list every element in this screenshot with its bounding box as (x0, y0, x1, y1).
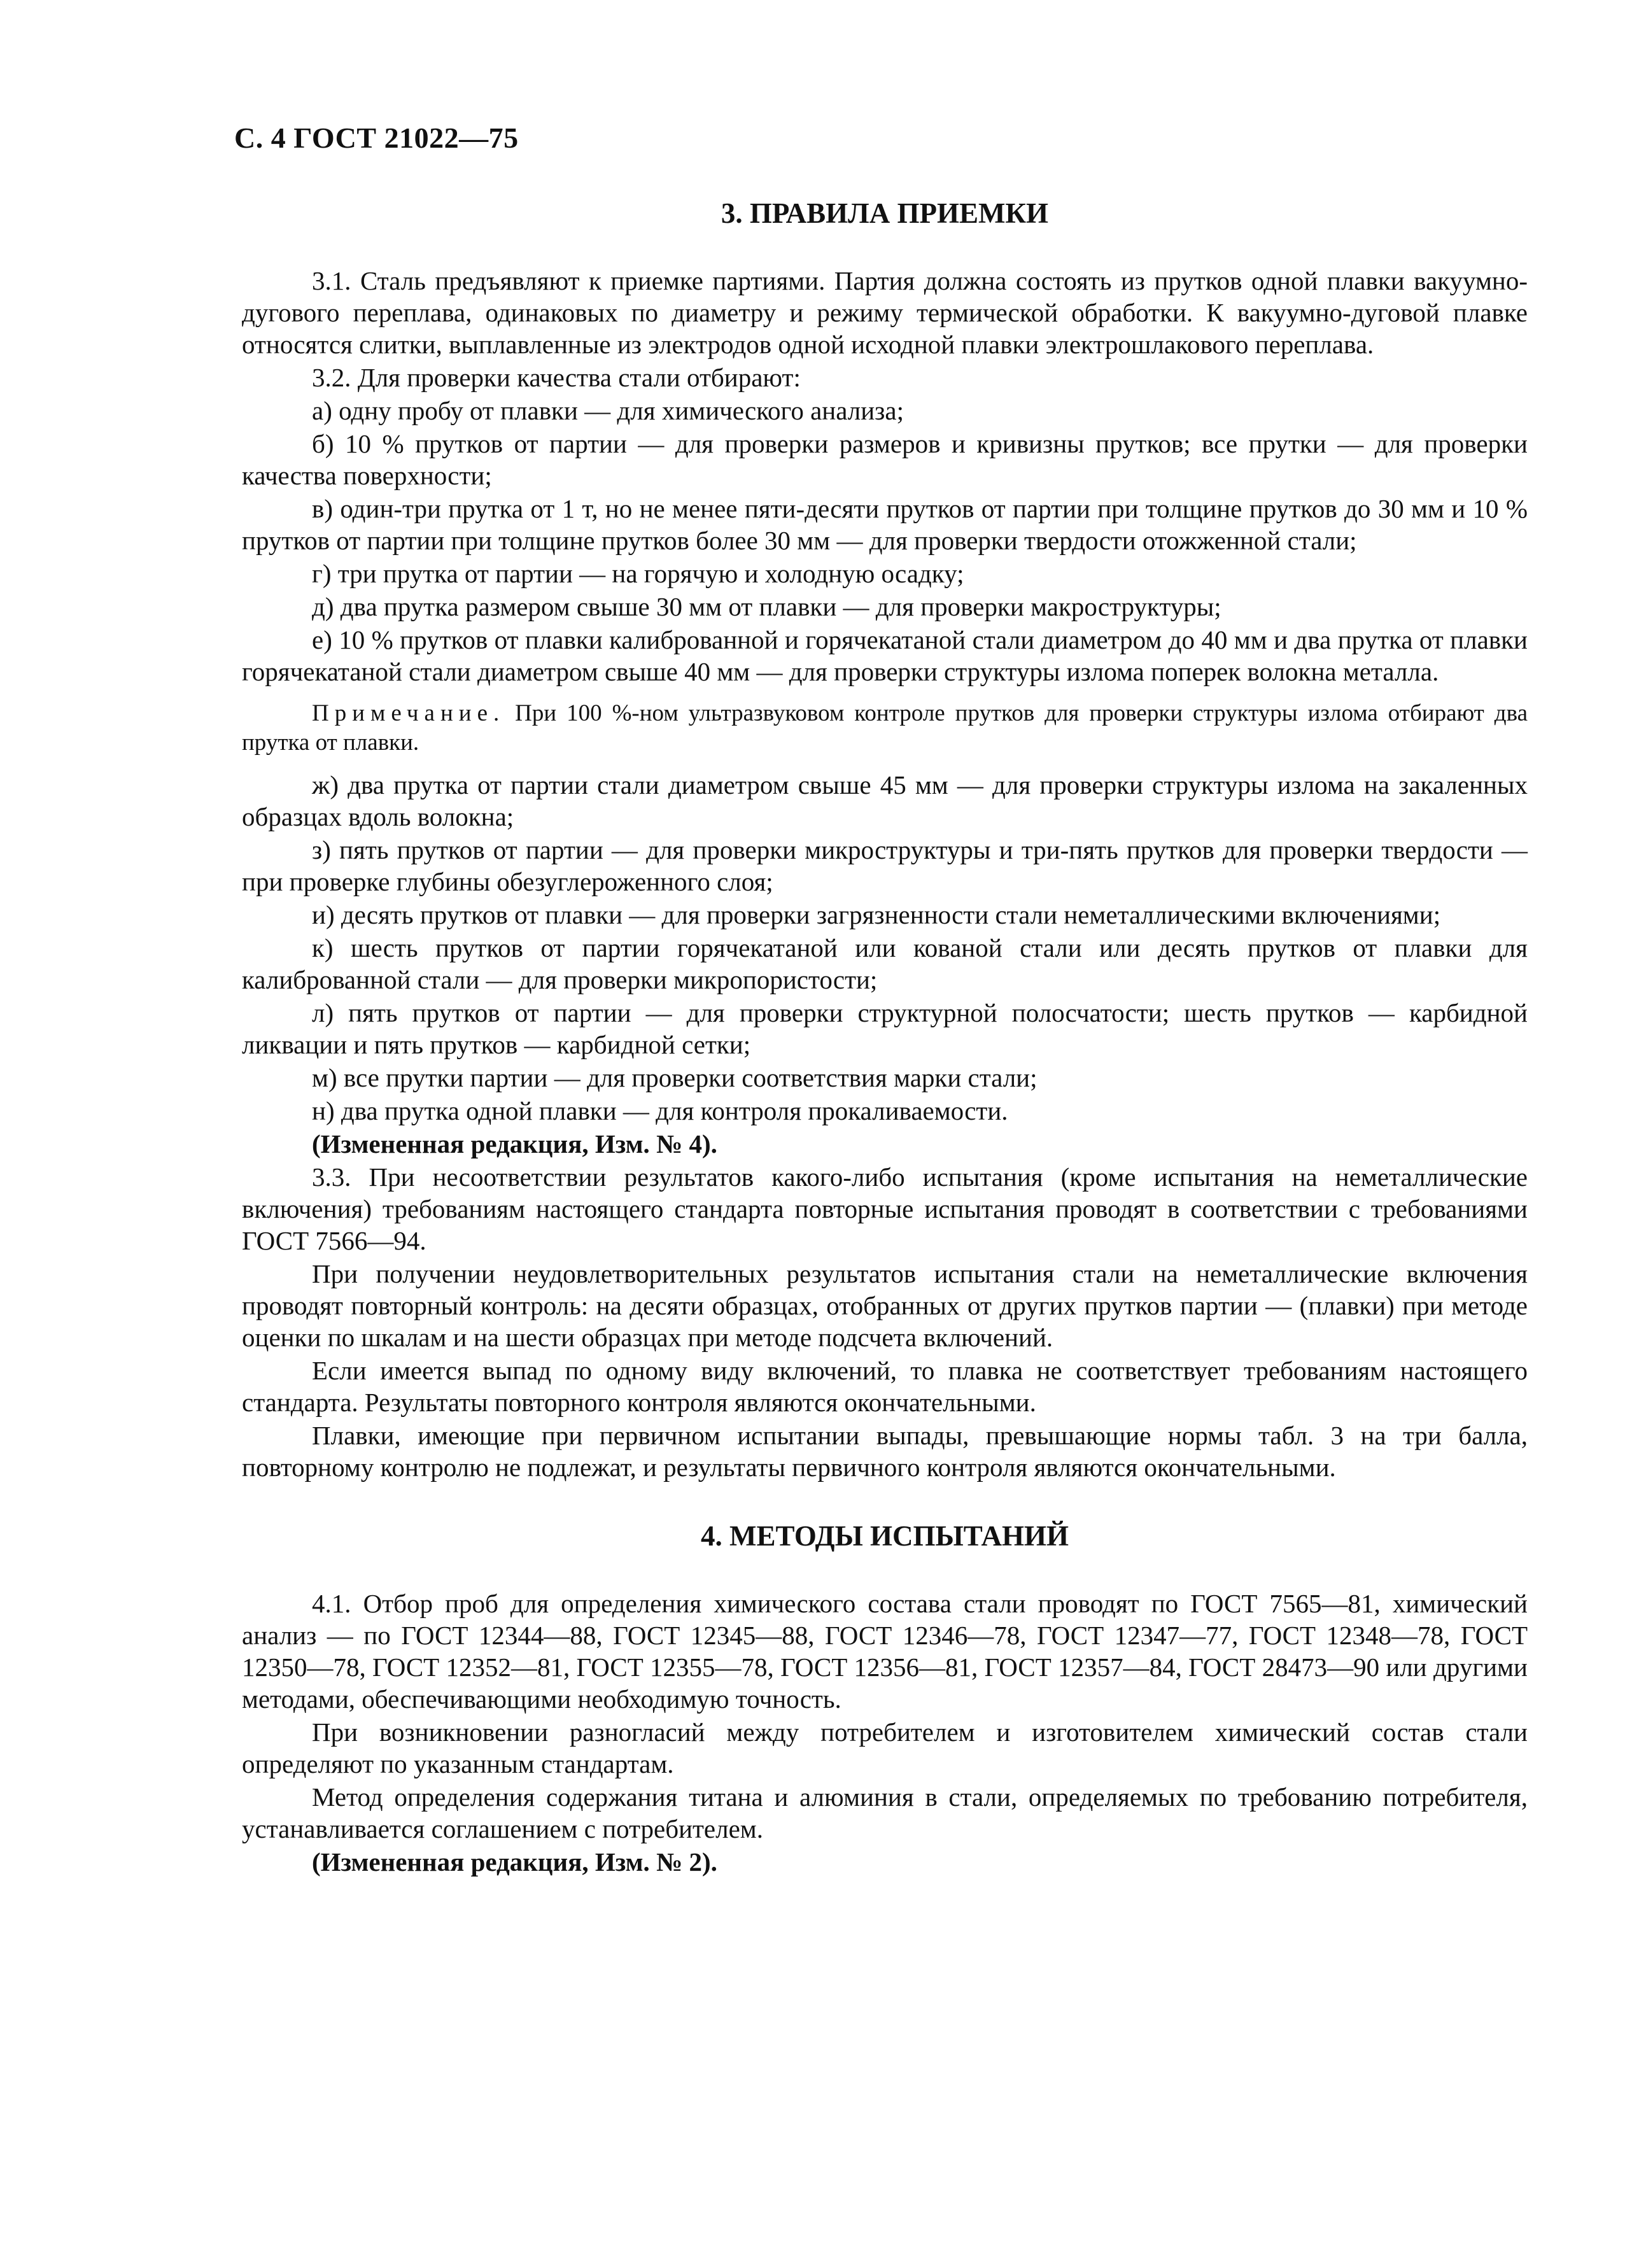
list-item-k: к) шесть прутков от партии горячекатаной или кованой стали или десять прутков от плавки для калиброванной стали — для проверки микропористости; (242, 933, 1528, 994)
list-item-e: е) 10 % прутков от плавки калиброванной и горячекатаной стали диаметром до 40 мм и два прутка от плавки горячекатаной стали диаметром свыше 40 мм — для проверки структуры излома поперек волокна металла. (242, 625, 1528, 686)
list-item-l: л) пять прутков от партии — для проверки структурной полосчатости; шесть прутков — карбидной ликвации и пять прутков — карбидной сетки; (242, 998, 1528, 1059)
page-header: С. 4 ГОСТ 21022—75 (234, 122, 519, 154)
paragraph-3-1: 3.1. Сталь предъявляют к приемке партиями. Партия должна состоять из прутков одной плавки вакуумно-дугового переплава, одинаковых по диаметру и режиму термической обработки. К вакуумно-дуговой плавке относятся слитки, выплавленные из электродов одной исходной плавки электрошлакового переплава. (242, 266, 1528, 359)
revision-note-2: (Измененная редакция, Изм. № 2). (312, 1847, 717, 1877)
section-3-title: 3. ПРАВИЛА ПРИЕМКИ (721, 197, 1049, 229)
note-text: При 100 %-ном ультразвуковом контроле прутков для проверки структуры излома отбирают два прутка от плавки. (242, 700, 1528, 756)
note-label: Примечание. (312, 700, 505, 726)
paragraph-3-3-retest: При получении неудовлетворительных результатов испытания стали на неметаллические включения проводят повторный контроль: на десяти образцах, отобранных от других прутков партии — (плавки) при методе оценки по шкалам и на шести образцах при методе подсчета включений. (242, 1259, 1528, 1352)
list-item-zh: ж) два прутка от партии стали диаметром свыше 45 мм — для проверки структуры излома на закаленных образцах вдоль волокна; (242, 770, 1528, 831)
list-item-d: д) два прутка размером свыше 30 мм от плавки — для проверки макроструктуры; (312, 592, 1221, 621)
paragraph-3-2: 3.2. Для проверки качества стали отбирают: (312, 363, 801, 392)
paragraph-3-3-exceeding: Плавки, имеющие при первичном испытании выпады, превышающие нормы табл. 3 на три балла, повторному контролю не подлежат, и результаты первичного контроля являются окончательными. (242, 1421, 1528, 1482)
list-item-a: а) одну пробу от плавки — для химического анализа; (312, 396, 904, 425)
paragraph-4-1-titanium: Метод определения содержания титана и алюминия в стали, определяемых по требованию потребителя, устанавливается соглашением с потребителем. (242, 1782, 1528, 1843)
paragraph-3-3: 3.3. При несоответствии результатов какого-либо испытания (кроме испытания на неметаллические включения) требованиям настоящего стандарта повторные испытания проводят в соответствии с требованиями ГОСТ 7566—94. (242, 1162, 1528, 1255)
list-item-i: и) десять прутков от плавки — для проверки загрязненности стали неметаллическими включениями; (312, 900, 1441, 929)
revision-note-4: (Измененная редакция, Изм. № 4). (312, 1129, 717, 1159)
paragraph-4-1: 4.1. Отбор проб для определения химического состава стали проводят по ГОСТ 7565—81, химический анализ — по ГОСТ 12344—88, ГОСТ 12345—88, ГОСТ 12346—78, ГОСТ 12347—77, ГОСТ 12348—78, ГОСТ 12350—78, ГОСТ 12352—81, ГОСТ 12355—78, ГОСТ 12356—81, ГОСТ 12357—84, ГОСТ 28473—90 или другими методами, обеспечивающими необходимую точность. (242, 1589, 1528, 1714)
list-item-b: б) 10 % прутков от партии — для проверки размеров и кривизны прутков; все прутки — для проверки качества поверхности; (242, 429, 1528, 490)
list-item-g: г) три прутка от партии — на горячую и холодную осадку; (312, 559, 964, 588)
document-body (242, 0, 1528, 1879)
list-item-v: в) один-три прутка от 1 т, но не менее пяти-десяти прутков от партии при толщине прутков до 30 мм и 10 % прутков от партии при толщине прутков более 30 мм — для проверки твердости отожженной стали; (242, 494, 1528, 555)
list-item-z: з) пять прутков от партии — для проверки микроструктуры и три-пять прутков для проверки твердости — при проверке глубины обезуглероженного слоя; (242, 835, 1528, 896)
paragraph-4-1-disputes: При возникновении разногласий между потребителем и изготовителем химический состав стали определяют по указанным стандартам. (242, 1717, 1528, 1778)
list-item-n: н) два прутка одной плавки — для контроля прокаливаемости. (312, 1096, 1008, 1125)
list-item-m: м) все прутки партии — для проверки соответствия марки стали; (312, 1063, 1038, 1092)
note (242, 699, 1528, 757)
paragraph-3-3-single-type: Если имеется выпад по одному виду включений, то плавка не соответствует требованиям настоящего стандарта. Результаты повторного контроля являются окончательными. (242, 1356, 1528, 1417)
section-4-title: 4. МЕТОДЫ ИСПЫТАНИЙ (700, 1520, 1069, 1552)
